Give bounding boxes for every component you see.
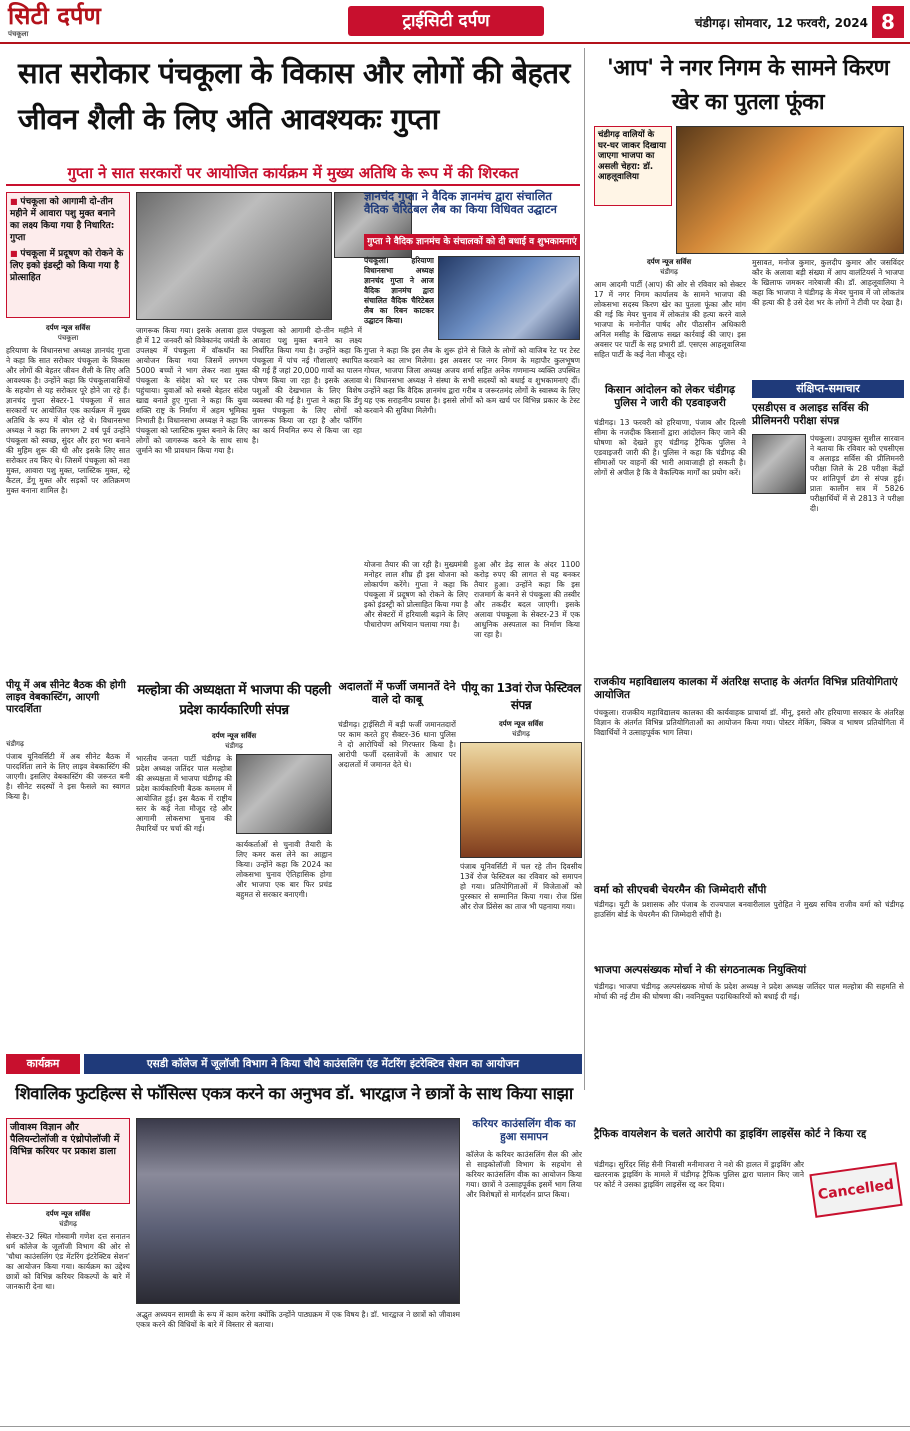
section-label: ट्राईसिटी दर्पण	[348, 6, 544, 36]
fest-photo	[460, 742, 582, 858]
bjp-body: भारतीय जनता पार्टी चंडीगढ़ के प्रदेश अध्यक्ष जतिंदर पाल मल्होत्रा की अध्यक्षता में भाजपा चंडीगढ़ की प्रदेश कार्यकारिणी बैठक कमलम में आयोजित हुई। इस बैठक में राष्ट्रीय स्तर के कई नेता मौजूद रहे और आगामी लोकसभा चुनाव की तैयारियों पर चर्चा की गई।	[136, 754, 232, 833]
webcast-place: चंडीगढ़	[6, 740, 24, 748]
lead-headline: सात सरोकार पंचकूला के विकास और लोगों की बेहतर जीवन शैली के लिए अति आवश्यकः गुप्ता	[18, 56, 570, 136]
career-quote: जीवाश्म विज्ञान और पैलियन्टोलॉजी व एंथ्रोपोलॉजी में विभिन्न करियर पर प्रकाश डाला	[6, 1118, 130, 1204]
webcast-headline: पीयू में अब सीनेट बैठक की होगी लाइव वेबकास्टिंग, आएगी पारदर्शिता	[6, 680, 126, 715]
lead-point	[10, 248, 126, 284]
career-body-cont: अद्भुत अध्ययन सामग्री के रूप में काम करेगा क्योंकि उन्होंने पाठ्यक्रम में एक विषय है। डॉ. भारद्वाज ने छात्रों को जीवाश्म एकत्र करने की विधियों के बारे में विस्तार से बताया।	[136, 1310, 460, 1329]
bjp-body-cont: कार्यकर्ताओं से चुनावी तैयारी के लिए कमर कस लेने का आह्वान किया। उन्होंने कहा कि 2024 का लोकसभा चुनाव ऐतिहासिक होगा और भाजपा एक बार फिर प्रचंड बहुमत से सरकार बनाएगी।	[236, 840, 332, 899]
lead-body-col3: पंचकूला को आगामी दो-तीन महीने में आवारा पशु मुक्त बनाने का लक्ष्य निर्धारित किया गया है। उन्होंने कहा कि पंचकूला में पांच नई गौशालाएं स्थापित की गई हैं जहां 20,000 गायों का पालन पोषण किया जा रहा है। इसके अलावा पशुओं की देखभाल के लिए विशेष व्यवस्था की गई है। गुप्ता ने कहा कि डेंगू मुक्त पंचकूला के लिए लोगों को जागरूक किया जा रहा है और फॉगिंग का कार्य नियमित रूप से किया जा रहा है।	[252, 326, 362, 445]
career-photo	[136, 1118, 460, 1304]
fest-place: चंडीगढ़	[512, 730, 530, 738]
kisan-headline: किसान आंदोलन को लेकर चंडीगढ़ पुलिस ने जारी की एडवाइजरी	[604, 384, 736, 409]
brief-text: चंडीगढ़। भाजपा चंडीगढ़ अल्पसंख्यक मोर्चा के प्रदेश अध्यक्ष ने प्रदेश अध्यक्ष जतिंदर पाल मल्होत्रा की सहमति से मोर्चा की नई टीम की घोषणा की। नवनियुक्त पदाधिकारियों को बधाई दी गई।	[594, 982, 904, 1001]
career-headline: शिवालिक फुटहिल्स से फॉसिल्स एकत्र करने का अनुभव डॉ. भारद्वाज ने छात्रों के साथ किया साझा	[15, 1084, 573, 1103]
lead-point-text: पंचकूला में प्रदूषण को रोकने के लिए इको इंडस्ट्री को किया गया है प्रोत्साहित	[10, 249, 124, 283]
lab-lead: पंचकूला। हरियाणा विधानसभा अध्यक्ष ज्ञानचंद गुप्ता ने आज वैदिक ज्ञानमंच द्वारा संचालित वैदिक चैरिटेबल लैब का रिबन काटकर उद्घाटन किया।	[364, 256, 434, 325]
brief-title: राजकीय महाविद्यालय कालका में अंतरिक्ष सप्ताह के अंतर्गत विभिन्न प्रतियोगिताएं आयोजित	[594, 676, 898, 701]
lead-body-col1: हरियाणा के विधानसभा अध्यक्ष ज्ञानचंद गुप्ता ने कहा कि सात सरोकार पंचकूला के विकास और लोगों की बेहतर जीवन शैली के लिए अति आवश्यक है। उन्होंने कहा कि पंचकूलावासियों के सहयोग से यह सरोकार पूरे होने जा रहे हैं। ज्ञानचंद गुप्ता सेक्टर-1 पंचकूला में सात सरकारों पर आयोजित एक कार्यक्रम में मुख्य अतिथि के रूप में बोल रहे थे। विधानसभा अध्यक्ष ने कहा कि लगभग 2 वर्ष पूर्व उन्होंने पंचकूला को स्वच्छ, सुंदर और हरा भरा बनाने की मुहिम शुरू की थी और इसके लिए सात सरोकार तय किए थे। जिसमें पंचकूला को नशा मुक्त, आवारा पशु मुक्त, प्लास्टिक मुक्त, स्ट्रे कैटल, डेंगू मुक्त और सड़कों पर अतिक्रमण मुक्त बनाना शामिल है।	[6, 346, 130, 495]
career-byline: दर्पण न्यूज सर्विस	[45, 1210, 91, 1218]
briefs-label: संक्षिप्त-समाचार	[752, 380, 904, 398]
logo-subtitle: पंचकूला	[8, 30, 29, 38]
kisan-body: चंडीगढ़। 13 फरवरी को हरियाणा, पंजाब और दिल्ली सीमा के नजदीक किसानों द्वारा आंदोलन किए जाने की घोषणा को देखते हुए चंडीगढ़ ट्रैफिक पुलिस ने एडवाइजरी जारी की है। पुलिस ने कहा कि चंडीगढ़ की सीमाओं पर वाहनों की भारी आवाजाही हो सकती है। लोगों से अपील है कि वे वैकल्पिक मार्गों का प्रयोग करें।	[594, 418, 746, 477]
lead-body-col2: जागरूक किया गया। इसके अलावा हाल ही में 12 जनवरी को विवेकानंद जयंती के उपलक्ष्य में पंचकूला में वॉकथॉन का आयोजन किया गया जिसमें लगभग 5000 बच्चों ने भाग लेकर नशा मुक्त पंचकूला के संदेश को घर घर तक पहुंचाया। युवाओं को सबसे बेहतर संदेश खाद्य बनाते हुए गुप्ता ने कहा कि युवा शक्ति राष्ट्र के निर्माण में अहम भूमिका निभाती है। विधानसभा अध्यक्ष ने कहा कि पंचकूला को प्लास्टिक मुक्त बनाने के लिए लोगों को जागरूक करने के साथ साथ जुर्माने का भी प्रावधान किया गया है।	[136, 326, 248, 455]
brief-title: ट्रैफिक वायलेशन के चलते आरोपी का ड्राइविंग लाइसेंस कोर्ट ने किया रद्द	[594, 1128, 867, 1140]
career-week-headline: करियर काउंसलिंग वीक का हुआ समापन	[472, 1118, 576, 1143]
lab-photo	[438, 256, 580, 340]
aap-photo	[676, 126, 904, 254]
lead-point	[10, 196, 126, 244]
brief-text: चंडीगढ़। सुरिंदर सिंह सैनी निवासी मनीमाजरा ने नशे की हालत में ड्राइविंग और खतरनाक ड्राइविंग के मामले में चंडीगढ़ ट्रैफिक पुलिस द्वारा चालान किए जाने पर कोर्ट ने उसका ड्राइविंग लाइसेंस रद्द कर दिया।	[594, 1160, 804, 1189]
career-body: सेक्टर-32 स्थित गोस्वामी गणेश दत्त सनातन धर्म कॉलेज के जूलॉजी विभाग की ओर से 'चौथा काउंसलिंग एंड मेंटरिंग इंटरेक्टिव सेशन' का आयोजन किया गया। कार्यक्रम का उद्देश्य छात्रों को विभिन्न करियर विकल्पों के बारे में जानकारी देना था।	[6, 1232, 130, 1291]
lead-photo	[136, 192, 332, 320]
lead-points-box	[6, 192, 130, 318]
lead-byline: दर्पण न्यूज सर्विस	[45, 324, 91, 332]
brief-text: पंचकूला। उपायुक्त सुशील सारवान ने बताया कि रविवार को एचसीएस व अलाइड सर्विस की प्रीलिमनरी परीक्षा जिले के 28 परीक्षा केंद्रों पर शांतिपूर्ण ढंग से संपन्न हुई। प्रातः कालीन सत्र में 5826 परीक्षार्थियों में से 2813 ने परीक्षा दी।	[810, 434, 904, 513]
career-week-body: कॉलेज के करियर काउंसलिंग सैल की ओर से साइकोलॉजी विभाग के सहयोग से करियर काउंसलिंग वीक का आयोजन किया गया। छात्रों ने उत्साहपूर्वक इसमें भाग लिया और विशेषज्ञों से मार्गदर्शन प्राप्त किया।	[466, 1150, 582, 1199]
page-bottom-rule	[0, 1426, 910, 1427]
brief-title: एसडीएस व अलाइड सर्विस की प्रीलिमनरी परीक्षा संपन्न	[752, 402, 869, 427]
aap-quote: चंडीगढ़ वालियों के घर-घर जाकर दिखाया जाएगा भाजपा का असली चेहरा: डॉ. आहलूवालिया	[594, 126, 672, 206]
bail-body: चंडीगढ़। ट्राईसिटी में बड़ी फर्जी जमानतदारों पर काम करते हुए सैक्टर-36 थाना पुलिस ने दो आरोपियों को गिरफ्तार किया है। आरोपी फर्जी दस्तावेजों के आधार पर अदालतों में जमानत देते थे।	[338, 720, 456, 769]
fest-headline: पीयू का 13वां रोज फेस्टिवल संपन्न	[461, 681, 581, 712]
fest-body: पंजाब यूनिवर्सिटी में चल रहे तीन दिवसीय 13वें रोज फेस्टिवल का रविवार को समापन हो गया। प्रतियोगिताओं में विजेताओं को पुरस्कार से सम्मानित किया गया। रोज प्रिंस और रोज प्रिंसेस का ताज भी पहनाया गया।	[460, 862, 582, 911]
aap-byline: दर्पण न्यूज सर्विस	[646, 258, 692, 266]
aap-body-cont: मुसावत, मनोज कुमार, कुलदीप कुमार और जसविंदर कौर के अलावा बड़ी संख्या में आप वालंटियर्स ने भाजपा के खिलाफ जमकर नारेबाजी की। डॉ. आहलूवालिया ने कहा कि भाजपा ने चंडीगढ़ के मेयर चुनाव में जो लोकतंत्र की हत्या की है उसे देश भर के लोगों ने टीवी पर देखा है।	[752, 258, 904, 307]
lead-place: पंचकूला	[57, 334, 79, 342]
lab-headline: ज्ञानचंद गुप्ता ने वैदिक ज्ञानमंच द्वारा संचालित वैदिक चैरिटेबल लैब का किया विधिवत उद्घाटन	[364, 189, 557, 216]
brief-photo	[752, 434, 806, 494]
dateline: चंडीगढ़। सोमवार, 12 फरवरी, 2024	[694, 16, 868, 30]
career-bar: एसडी कॉलेज में जूलॉजी विभाग ने किया चौथे काउंसलिंग एंड मेंटरिंग इंटरेक्टिव सेशन का आयोजन	[84, 1054, 582, 1074]
lab-subhead: गुप्ता ने वैदिक ज्ञानमंच के संचालकों को दी बधाई व शुभकामनाएं	[364, 234, 580, 250]
logo-text: सिटी दर्पण	[8, 2, 101, 30]
webcast-body: पंजाब यूनिवर्सिटी में अब सीनेट बैठक में पारदर्शिता लाने के लिए लाइव वेबकास्टिंग की जाएगी। इसलिए वेबकास्टिंग की जरूरत बनी है। सीनेट सदस्यों ने इस फैसले का स्वागत किया है।	[6, 752, 130, 801]
bail-headline: अदालतों में फर्जी जमानतें देने वाले दो काबू	[338, 680, 456, 706]
brief-text: चंडीगढ़। यूटी के प्रशासक और पंजाब के राज्यपाल बनवारीलाल पुरोहित ने मुख्य सचिव राजीव वर्मा को चंडीगढ़ हाउसिंग बोर्ड के चेयरमैन की जिम्मेदारी सौंपी है।	[594, 900, 904, 919]
page-number: 8	[872, 6, 904, 38]
brief-title: भाजपा अल्पसंख्यक मोर्चा ने की संगठनात्मक नियुक्तियां	[594, 964, 807, 976]
lead-body-col5: हुआ और डेढ़ साल के अंदर 1100 करोड़ रुपए की लागत से यह बनकर तैयार हुआ। उन्होंने कहा कि इस राजमार्ग के बनने से पंचकूला की तस्वीर और तकदीर बदल जाएगी। इसके अलावा पंचकूला के सेक्टर-23 में एक आधुनिक अस्पताल का निर्माण किया जा रहा है।	[474, 560, 580, 639]
brief-title: वर्मा को सीएचबी चेयरमैन की जिम्मेदारी सौंपी	[594, 884, 767, 896]
aap-headline: 'आप' ने नगर निगम के सामने किरण खेर का पुतला फूंका	[607, 56, 889, 115]
brief-text: पंचकूला। राजकीय महाविद्यालय कालका की कार्यवाहक प्राचार्या डॉ. मीनू, इसरो और हरियाणा सरकार के अंतरिक्ष विज्ञान के अंतर्गत विभिन्न प्रतियोगिताओं का आयोजन किया गया। पोस्टर मेकिंग, क्विज व भाषण प्रतियोगिता में विद्यार्थियों ने उत्साहपूर्वक भाग लिया।	[594, 708, 904, 737]
aap-body: आम आदमी पार्टी (आप) की ओर से रविवार को सेक्टर 17 में नगर निगम कार्यालय के सामने भाजपा की लोकसभा सदस्य किरण खेर का पुतला फूंका और मांग की गई कि मेयर चुनाव में लोकतंत्र की हत्या करने वाले भाजपा के मनोनीत पार्षद और पीठासीन अधिकारी अनिल मसीह के खिलाफ सख्त कार्रवाई की जाए। इस अवसर पर पार्टी के सह प्रभारी डॉ. एसएस आहलूवालिया सहित पार्टी के कई नेता मौजूद रहे।	[594, 280, 746, 359]
bjp-headline: मल्होत्रा की अध्यक्षता में भाजपा की पहली प्रदेश कार्यकारिणी संपन्न	[137, 682, 331, 718]
aap-place: चंडीगढ़	[660, 268, 678, 276]
lead-body-col4: योजना तैयार की जा रही है। मुख्यमंत्री मनोहर लाल शीघ्र ही इस योजना को लोकार्पण करेंगे। गुप्ता ने कहा कि पंचकूला में प्रदूषण को रोकने के लिए इको इंडस्ट्री को प्रोत्साहित किया गया है और सेक्टरों में हरियाली बढ़ाने के लिए पौधारोपण अभियान चलाया गया है।	[364, 560, 468, 629]
fest-byline: दर्पण न्यूज सर्विस	[498, 720, 544, 728]
bjp-place: चंडीगढ़	[225, 742, 243, 750]
column-divider	[584, 48, 585, 1090]
bullet-icon: ■	[10, 197, 21, 206]
career-tag: कार्यक्रम	[6, 1054, 80, 1074]
cancelled-stamp: Cancelled	[809, 1162, 902, 1218]
newspaper-logo	[8, 2, 128, 42]
bjp-byline: दर्पण न्यूज सर्विस	[211, 732, 257, 740]
bjp-photo	[236, 754, 332, 834]
lead-point-text: पंचकूला को आगामी दो-तीन महीने में आवारा पशु मुक्त बनाने का लक्ष्य किया गया है निधारित: गुप्ता	[10, 197, 116, 243]
career-place: चंडीगढ़	[59, 1220, 77, 1228]
lab-body: गुप्ता ने कहा कि इस लैब के शुरू होने से जिले के लोगों को वाजिब रेट पर टेस्ट करवाने का लाभ मिलेगा। इस अवसर पर नगर निगम के महापौर कुलभूषण गोयल, भाजपा जिला अध्यक्ष अजय शर्मा सहित अनेक गणमान्य व्यक्ति उपस्थित थे। विधानसभा अध्यक्ष ने संस्था के सभी सदस्यों को बधाई व शुभकामनाएं दीं। उन्होंने कहा कि वैदिक ज्ञानमंच द्वारा गरीब व जरूरतमंद लोगों के स्वास्थ्य के लिए यह एक सराहनीय प्रयास है। इससे लोगों को कम खर्च पर विभिन्न प्रकार के टेस्ट करवाने की सुविधा मिलेगी।	[364, 346, 580, 415]
bullet-icon: ■	[10, 249, 21, 258]
lead-subhead: गुप्ता ने सात सरकारों पर आयोजित कार्यक्रम में मुख्य अतिथि के रूप में की शिरकत	[6, 160, 580, 186]
